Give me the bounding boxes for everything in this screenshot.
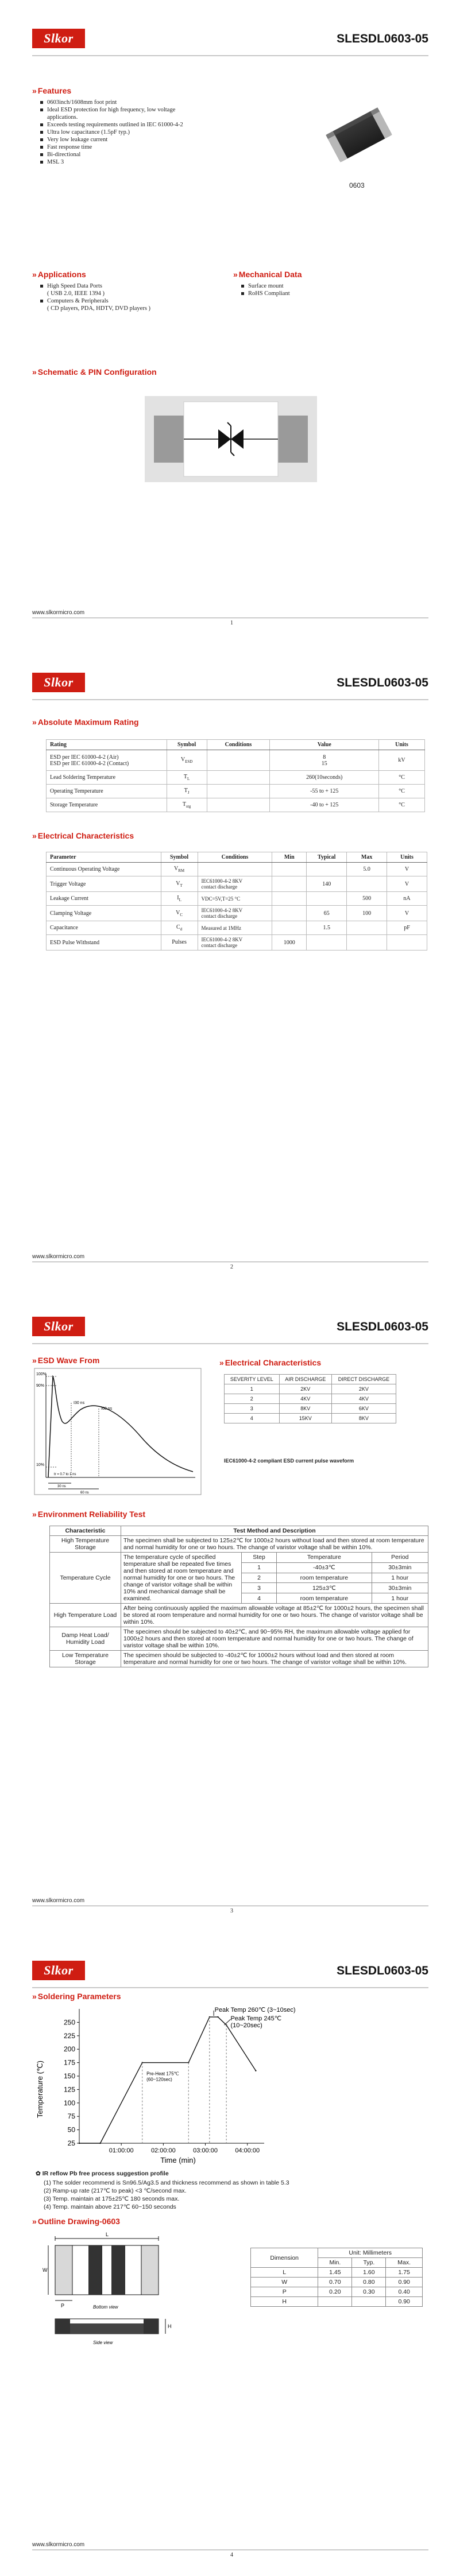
table-cell: V [387,906,427,921]
severity-table [224,1374,396,1423]
table-cell: 15KV [279,1414,331,1423]
dim-label-H: H [168,2323,172,2329]
table-cell: The temperature cycle of specified temperature shall be repeated five times and then stored at room temperature and normal humidity for one or two hours. The change of varistor voltage shall be within 10% and mechanical damage shall be examined. [121,1553,242,1604]
table-cell: 0.20 [318,2287,352,2297]
table-row [47,935,427,951]
list-item: Bi-directional [40,151,235,158]
table-cell: Low Temperature Storage [50,1651,121,1667]
footer-url: www.slkormicro.com [32,610,85,616]
ec-heading: » Electrical Characteristics [32,831,134,840]
table-cell: 1 [225,1384,280,1394]
mechanical-heading: » Mechanical Data [233,270,302,279]
slkor-logo: Slkor [32,673,85,692]
soldering-profile-chart [34,2003,296,2166]
table-cell: 260(10seconds) [270,771,379,785]
soldering-heading: » Soldering Parameters [32,1992,121,2001]
symbol-subscript: ESD [185,759,193,764]
symbol: I [177,895,179,901]
side-view-label: Side view [93,2340,113,2345]
table-cell: 0.30 [352,2287,386,2297]
table-header: Min [272,852,307,863]
applications-heading: » Applications [32,270,86,279]
table-cell: 1000 [272,935,307,951]
list-item: Ideal ESD protection for high frequency, low voltage [40,106,235,114]
table-row [47,921,427,935]
slkor-logo: Slkor [32,1317,85,1336]
page-header [32,29,428,52]
symbol: T [183,774,187,780]
table-cell: 5.0 [347,863,387,876]
list-item: Fast response time [40,143,235,151]
schematic-diagram [145,396,317,482]
table-cell: 1 [242,1562,277,1573]
table-cell [387,935,427,951]
table-header: Units [387,852,427,863]
wave-label-tr: tr = 0.7 to 1 ns [54,1473,76,1476]
table-cell: °C [379,798,425,812]
table-row [251,2278,423,2287]
table-cell: -40±3℃ [277,1562,372,1573]
table-cell: High Temperature Storage [50,1536,121,1553]
table-row [225,1384,396,1394]
table-cell: V [387,863,427,876]
table-header: AIR DISCHARGE [279,1375,331,1384]
y-axis-label: Temperature (℃) [36,2061,44,2118]
table-cell [307,935,347,951]
table-cell: VDC=5V,T=25 °C [198,892,272,906]
callout-line [224,2019,230,2025]
y-tick-label: 50 [67,2125,75,2134]
table-header: Conditions [198,852,272,863]
table-cell: After being continuously applied the maximum allowable voltage at 85±2℃ for 1000±2 hours, the specimen shall be stored at room temperature and normal humidity for one or two hours. The change of varistor voltage shall be within 10%. [121,1604,428,1627]
table-cell: 4KV [331,1394,396,1404]
absolute-max-rating-table [46,739,425,812]
symbol-subscript: J [187,790,190,795]
data-point [217,2016,218,2018]
table-row [50,1553,428,1563]
table-cell: 3 [242,1583,277,1593]
symbol: T [184,787,188,794]
preheat-sub-label: (60~120sec) [146,2077,172,2082]
page-number: 3 [230,1908,233,1914]
page-number: 4 [230,2552,233,2558]
part-number: SLESDL0603-05 [337,32,428,45]
table-row [47,863,427,876]
wave-label-i60: I60 ns [101,1407,113,1411]
ir-title: ✿ IR reflow Pb free process suggestion profile [36,2170,169,2177]
y-tick-label: 250 [63,2018,75,2027]
symbol: V [180,756,186,763]
table-cell [161,906,198,921]
esd-wave-heading: » ESD Wave From [32,1356,100,1365]
table-cell: 2KV [279,1384,331,1394]
table-cell: 0.70 [318,2278,352,2287]
applications-list [40,282,224,312]
table-header: Max. [386,2258,423,2268]
severity-note: IEC61000-4-2 compliant ESD current pulse waveform [224,1458,354,1464]
table-cell: 30±3min [372,1562,428,1573]
page-number: 1 [230,620,233,626]
table-cell: H [251,2297,318,2307]
table-cell: Period [372,1553,428,1563]
x-tick-label: 02:00:00 [150,2147,176,2154]
preheat-label: Pre-Heat 175℃ [146,2071,179,2077]
table-cell: Step [242,1553,277,1563]
dim-label-P: P [61,2303,65,2309]
slkor-logo: Slkor [32,1961,85,1980]
y-tick-label: 225 [63,2031,75,2040]
table-row [50,1536,428,1553]
table-row [47,750,425,771]
table-header: Symbol [161,852,198,863]
list-item: ( CD players, PDA, HDTV, DVD players ) [47,305,151,312]
table-cell: 0.40 [386,2287,423,2297]
table-cell: 3 [225,1404,280,1414]
table-header: Min. [318,2258,352,2268]
x-tick-label: 03:00:00 [193,2147,218,2154]
table-cell: IEC61000-4-2 8KV contact discharge [198,935,272,951]
list-item: (2) Ramp-up rate (217℃ to peak) <3 ℃/second max. [44,2187,187,2194]
part-number: SLESDL0603-05 [337,1964,428,1977]
table-cell: 6KV [331,1404,396,1414]
table-cell: 1 hour [372,1593,428,1604]
header-rule [32,699,428,700]
table-cell: IEC61000-4-2 8KV contact discharge [198,906,272,921]
footer-url: www.slkormicro.com [32,2542,85,2548]
package-label: 0603 [349,181,365,189]
table-row [225,1404,396,1414]
x-tick-label: 01:00:00 [109,2147,134,2154]
table-cell [161,935,198,951]
table-cell: 1.75 [386,2268,423,2278]
table-cell [307,863,347,876]
table-cell: 125±3℃ [277,1583,372,1593]
table-cell [272,876,307,892]
table-cell: P [251,2287,318,2297]
header-rule [32,1343,428,1344]
list-item: 0603inch/1608mm foot print [40,99,235,106]
table-cell: 4 [242,1593,277,1604]
table-cell: 140 [307,876,347,892]
table-cell: Leakage Current [47,892,161,906]
table-cell: 1.60 [352,2268,386,2278]
table-cell: pF [387,921,427,935]
table-row [225,1394,396,1404]
data-point [79,2143,80,2144]
table-cell [352,2297,386,2307]
table-cell: 0.90 [386,2278,423,2287]
table-cell: High Temperature Load [50,1604,121,1627]
part-number: SLESDL0603-05 [337,1320,428,1333]
table-cell: Trigger Voltage [47,876,161,892]
table-cell: 0.80 [352,2278,386,2287]
table-cell: Continuous Operating Voltage [47,863,161,876]
table-row [47,906,427,921]
list-item: Exceeds testing requirements outlined in IEC 61000-4-2 [40,121,235,129]
table-cell [161,876,198,892]
table-cell: 0.90 [386,2297,423,2307]
y-tick-label: 150 [63,2072,75,2080]
table-cell: kV [379,750,425,771]
table-cell: The specimen should be subjected to -40±2℃ for 1000±2 hours without load and then stored at room temperature and normal humidity for one or two hours. The change of varistor voltage shall be within 10%. [121,1651,428,1667]
table-row [47,771,425,785]
table-cell: 4KV [279,1394,331,1404]
table-cell: 100 [347,906,387,921]
peak-245-sub-label: (10~20sec) [230,2022,262,2030]
list-item: RoHS Compliant [241,290,414,297]
header-rule [32,1987,428,1988]
table-row [47,798,425,812]
table-cell [272,906,307,921]
table-header: SEVERITY LEVEL [225,1375,280,1384]
x-tick-label: 04:00:00 [235,2147,260,2154]
dim-label-L: L [106,2232,109,2237]
table-cell: 1 hour [372,1573,428,1583]
list-item: ( USB 2.0, IEEE 1394 ) [47,290,105,297]
symbol-subscript: L [179,898,181,902]
dimension-table [250,2248,423,2307]
symbol-subscript: C [180,912,183,917]
table-cell: °C [379,785,425,798]
esd-waveform-diagram [34,1368,201,1495]
list-item: High Speed Data Ports [40,282,224,290]
table-cell: 8KV [331,1414,396,1423]
table-cell: 4 [225,1414,280,1423]
table-row [251,2297,423,2307]
table-cell: Temperature [277,1553,372,1563]
table-cell [198,863,272,876]
page-number: 2 [230,1264,233,1270]
table-row [225,1414,396,1423]
table-header: DIRECT DISCHARGE [331,1375,396,1384]
symbol-subscript: T [180,883,183,888]
table-row [251,2287,423,2297]
table-cell [347,921,387,935]
table-cell [207,771,270,785]
table-cell: Lead Soldering Temperature [47,771,167,785]
data-point [99,2143,101,2144]
peak-260-label: Peak Temp 260℃ (3~10sec) [214,2006,296,2014]
table-header: Units [379,740,425,750]
outline-heading: » Outline Drawing-0603 [32,2217,120,2226]
table-cell: 2 [225,1394,280,1404]
table-cell [347,876,387,892]
symbol-subscript: d [180,927,183,932]
part-number: SLESDL0603-05 [337,676,428,689]
table-cell: 1.5 [307,921,347,935]
features-heading: » Features [32,86,72,95]
y-tick-label: 25 [67,2139,75,2147]
table-header: Value [270,740,379,750]
outline-drawing [38,2230,210,2351]
table-cell: -55 to + 125 [270,785,379,798]
table-cell [167,798,207,812]
features-list [40,99,235,166]
table-cell [167,750,207,771]
symbol: T [182,801,187,808]
table-cell: Measured at 1MHz [198,921,272,935]
table-header: Typ. [352,2258,386,2268]
table-header: Symbol [167,740,207,750]
symbol: Pulses [172,938,187,945]
table-cell: Storage Temperature [47,798,167,812]
table-cell: 500 [347,892,387,906]
table-cell [272,921,307,935]
page-header [32,1961,428,1984]
list-item: (3) Temp. maintain at 175±25℃ 180 seconds max. [44,2195,180,2202]
table-cell: Capacitance [47,921,161,935]
page-3 [0,1288,456,1932]
env-heading: » Environment Reliability Test [32,1510,146,1519]
header-rule [32,55,428,56]
table-cell: 1.45 [318,2268,352,2278]
data-point [255,2070,256,2071]
table-cell: Temperature Cycle [50,1553,121,1604]
table-cell: ESD Pulse Withstand [47,935,161,951]
peak-245-label: Peak Temp 245℃ [230,2015,282,2023]
table-cell: Operating Temperature [47,785,167,798]
bottom-view-label: Bottom view [93,2305,118,2310]
table-cell [272,892,307,906]
table-cell: Damp Heat Load/ Humidity Load [50,1627,121,1651]
symbol: V [176,880,180,887]
table-cell: V [387,876,427,892]
table-cell [161,892,198,906]
list-item: (4) Temp. maintain above 217℃ 60~150 seconds [44,2203,176,2210]
table-cell [318,2297,352,2307]
table-header: Characteristic [50,1526,121,1536]
table-cell: room temperature [277,1573,372,1583]
table-header: Parameter [47,852,161,863]
ec-heading: » Electrical Characteristics [219,1358,322,1367]
symbol-subscript: RM [178,868,185,873]
list-item: Computers & Peripherals [40,297,224,305]
table-header: Conditions [207,740,270,750]
table-cell [167,771,207,785]
table-header: Rating [47,740,167,750]
package-image [322,92,396,178]
wave-label-30ns: 30 ns [57,1485,66,1488]
amr-heading: » Absolute Maximum Rating [32,717,139,727]
table-cell [207,798,270,812]
list-item: Surface mount [241,282,414,290]
list-item: Very low leakage current [40,136,235,143]
table-row [251,2268,423,2278]
symbol: V [176,909,180,916]
table-cell: IEC61000-4-2 8KV contact discharge [198,876,272,892]
table-cell: room temperature [277,1593,372,1604]
table-cell [207,750,270,771]
dim-label-W: W [42,2267,48,2273]
table-cell [347,935,387,951]
table-cell: 8 15 [270,750,379,771]
table-row [47,785,425,798]
table-row [50,1604,428,1627]
environment-test-table [49,1526,428,1667]
page-header [32,673,428,696]
table-cell: Clamping Voltage [47,906,161,921]
table-cell: 30±3min [372,1583,428,1593]
table-cell [161,921,198,935]
table-cell [307,892,347,906]
table-cell: ESD per IEC 61000-4-2 (Air) ESD per IEC 61000-4-2 (Contact) [47,750,167,771]
table-header: Test Method and Description [121,1526,428,1536]
table-row [50,1627,428,1651]
table-header: Max [347,852,387,863]
wave-label-100: 100% [36,1372,47,1376]
table-cell: The specimen shall be subjected to 125±2℃ for 1000±2 hours without load and then stored at room temperature and normal humidity for one or two hours. The change of varistor voltage shall be within 10%. [121,1536,428,1553]
list-item: (1) The solder recommend is Sn96.5/Ag3.5 and thickness recommend as shown in table 5.3 [44,2179,289,2186]
table-cell: 65 [307,906,347,921]
table-row [47,876,427,892]
table-row [50,1651,428,1667]
table-cell: °C [379,771,425,785]
x-axis-label: Time (min) [160,2156,196,2164]
y-tick-label: 75 [67,2112,75,2121]
page-1 [0,0,456,644]
symbol-subscript: stg [186,804,191,809]
electrical-characteristics-table [46,852,427,951]
table-cell [207,785,270,798]
ir-list [44,2179,411,2211]
symbol: V [173,866,179,872]
table-cell: W [251,2278,318,2287]
table-cell: The specimen should be subjected to 40±2℃, and 90~95% RH, the maximum allowable voltage applied for 1000±2 hours and then stored at room temperature and normal humidity for one or two hours. The change of varistor voltage shall be within 10%. [121,1627,428,1651]
table-header: Dimension [251,2248,318,2268]
wave-label-i30: I30 ns [74,1401,85,1405]
table-header: Unit: Millimeters [318,2248,423,2258]
table-cell: -40 to + 125 [270,798,379,812]
symbol-subscript: L [187,777,190,781]
table-cell [167,785,207,798]
list-item: MSL 3 [40,158,235,166]
page-header [32,1317,428,1340]
table-cell [161,863,198,876]
symbol: C [176,924,180,930]
table-cell: 2KV [331,1384,396,1394]
table-cell [272,863,307,876]
footer-url: www.slkormicro.com [32,1898,85,1904]
footer-url: www.slkormicro.com [32,1254,85,1260]
slkor-logo: Slkor [32,29,85,48]
table-cell: 8KV [279,1404,331,1414]
wave-label-90: 90% [36,1384,45,1388]
schematic-heading: » Schematic & PIN Configuration [32,367,157,377]
page-4 [0,1932,456,2576]
table-cell: nA [387,892,427,906]
list-item: applications. [47,114,78,121]
y-tick-label: 200 [63,2045,75,2054]
list-item: Ultra low capacitance (1.5pF typ.) [40,129,235,136]
page-2 [0,644,456,1288]
mechanical-list [241,282,414,297]
wave-label-10: 10% [36,1463,45,1467]
wave-label-60ns: 60 ns [80,1491,89,1495]
y-tick-label: 175 [63,2058,75,2067]
table-header: Typical [307,852,347,863]
y-tick-label: 125 [63,2085,75,2094]
table-row [47,892,427,906]
y-tick-label: 100 [63,2098,75,2107]
table-cell: L [251,2268,318,2278]
table-cell: 2 [242,1573,277,1583]
